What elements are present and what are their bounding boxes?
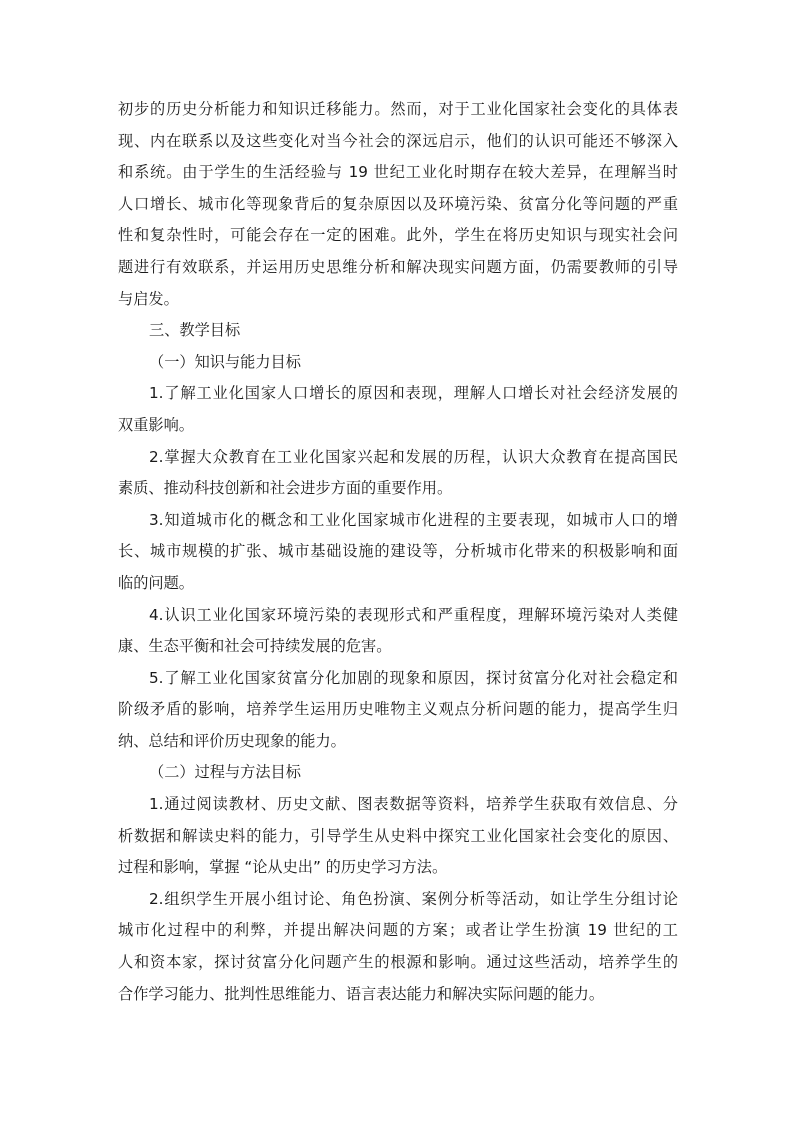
body-text-line: 和系统。由于学生的生活经验与 19 世纪工业化时期存在较大差异，在理解当时	[118, 163, 678, 182]
body-text-line: 性和复杂性时，可能会存在一定的困难。此外，学生在将历史知识与现实社会问	[118, 226, 678, 245]
body-text-line: 与启发。	[118, 289, 179, 308]
list-item-line: 4.认识工业化国家环境污染的表现形式和严重程度，理解环境污染对人类健	[149, 605, 678, 624]
list-item-line: 5.了解工业化国家贫富分化加剧的现象和原因，探讨贫富分化对社会稳定和	[149, 668, 678, 687]
list-item-line: 2.组织学生开展小组讨论、角色扮演、案例分析等活动，如让学生分组讨论	[149, 889, 678, 908]
section-heading: 三、教学目标	[149, 321, 241, 340]
list-item-line: 过程和影响，掌握 “论从史出” 的历史学习方法。	[118, 858, 448, 877]
list-item-line: 素质、推动科技创新和社会进步方面的重要作用。	[118, 479, 453, 498]
body-text-line: 现、内在联系以及这些变化对当今社会的深远启示，他们的认识可能还不够深入	[118, 131, 678, 150]
list-item-line: 1.了解工业化国家人口增长的原因和表现，理解人口增长对社会经济发展的	[149, 384, 678, 403]
list-item-line: 阶级矛盾的影响，培养学生运用历史唯物主义观点分析问题的能力，提高学生归	[118, 700, 678, 719]
subsection-heading: （一）知识与能力目标	[149, 352, 301, 371]
body-text-line: 题进行有效联系，并运用历史思维分析和解决现实问题方面，仍需要教师的引导	[118, 257, 678, 276]
list-item-line: 双重影响。	[118, 415, 194, 434]
list-item-line: 纳、总结和评价历史现象的能力。	[118, 731, 346, 750]
list-item-line: 析数据和解读史料的能力，引导学生从史料中探究工业化国家社会变化的原因、	[118, 826, 678, 845]
list-item-line: 城市化过程中的利弊，并提出解决问题的方案；或者让学生扮演 19 世纪的工	[118, 921, 678, 940]
body-text-line: 初步的历史分析能力和知识迁移能力。然而，对于工业化国家社会变化的具体表	[118, 100, 678, 118]
list-item-line: 合作学习能力、批判性思维能力、语言表达能力和解决实际问题的能力。	[118, 984, 604, 1003]
list-item-line: 3.知道城市化的概念和工业化国家城市化进程的主要表现，如城市人口的增	[149, 510, 678, 529]
list-item-line: 人和资本家，探讨贫富分化问题产生的根源和影响。通过这些活动，培养学生的	[118, 953, 678, 972]
list-item-line: 康、生态平衡和社会可持续发展的危害。	[118, 637, 392, 656]
list-item-line: 1.通过阅读教材、历史文献、图表数据等资料，培养学生获取有效信息、分	[149, 795, 678, 814]
subsection-heading: （二）过程与方法目标	[149, 763, 301, 782]
body-text-line: 人口增长、城市化等现象背后的复杂原因以及环境污染、贫富分化等问题的严重	[118, 194, 678, 213]
list-item-line: 2.掌握大众教育在工业化国家兴起和发展的历程，认识大众教育在提高国民	[149, 447, 678, 466]
list-item-line: 长、城市规模的扩张、城市基础设施的建设等，分析城市化带来的积极影响和面	[118, 542, 678, 561]
document-page	[118, 94, 678, 1010]
list-item-line: 临的问题。	[118, 573, 194, 592]
